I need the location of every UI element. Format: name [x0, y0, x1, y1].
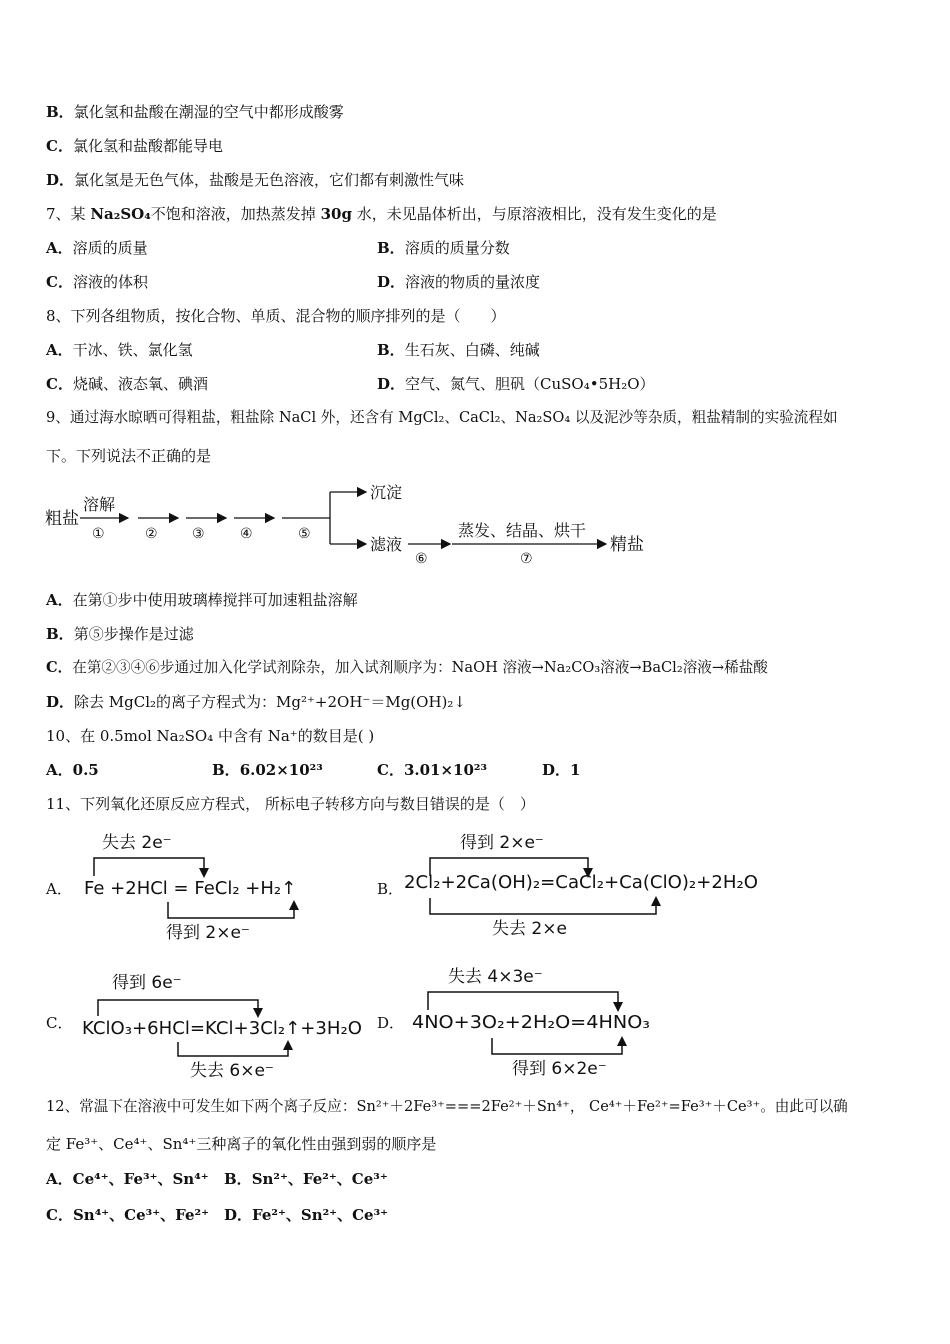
- q6-option-b: B．氯化氢和盐酸在潮湿的空气中都形成酸雾: [46, 103, 344, 121]
- d-bottom-arrowhead: [617, 1036, 627, 1046]
- flow-start-label: 粗盐: [45, 509, 79, 529]
- q12-option-a: A．Ce⁴⁺、Fe³⁺、Sn⁴⁺: [46, 1170, 209, 1188]
- q10-option-b: B．6.02×10²³: [212, 761, 323, 779]
- q11-option-d-label: D．: [377, 1014, 405, 1032]
- q11-option-c-label: C．: [46, 1014, 73, 1032]
- b-equation: 2Cl₂+2Ca(OH)₂=CaCl₂+Ca(ClO)₂+2H₂O: [404, 872, 758, 893]
- q10-stem: 10、在 0.5mol Na₂SO₄ 中含有 Na⁺的数目是( ): [46, 727, 375, 745]
- q9-option-c: C．在第②③④⑥步通过加入化学试剂除杂，加入试剂顺序为：NaOH 溶液→Na₂CO₃溶液→BaCl₂溶液→稀盐酸: [46, 659, 768, 676]
- b-top-label: 得到 2×e⁻: [460, 833, 544, 853]
- flow-step-6: ⑥: [415, 551, 428, 567]
- c-bottom-label: 失去 6×e⁻: [190, 1061, 274, 1081]
- q11-option-b-diagram: [400, 826, 780, 944]
- c-equation: KClO₃+6HCl=KCl+3Cl₂↑+3H₂O: [82, 1018, 362, 1039]
- flow-precipitate-label: 沉淀: [370, 483, 403, 502]
- q12-stem-line1: 12、常温下在溶液中可发生如下两个离子反应：Sn²⁺＋2Fe³⁺===2Fe²⁺＋Sn⁴⁺， Ce⁴⁺＋Fe²⁺=Fe³⁺＋Ce³⁺。由此可以确: [46, 1098, 848, 1115]
- flow-step-2: ②: [145, 526, 158, 542]
- flow-final-step-label: 蒸发、结晶、烘干: [458, 521, 587, 540]
- d-top-label: 失去 4×3e⁻: [448, 967, 543, 987]
- q6-option-d: D．氯化氢是无色气体，盐酸是无色溶液，它们都有刺激性气味: [46, 171, 465, 189]
- c-top-bracket: [98, 1000, 258, 1016]
- d-top-bracket: [428, 992, 618, 1010]
- c-top-label: 得到 6e⁻: [112, 973, 182, 993]
- a-top-bracket: [94, 858, 204, 876]
- q8-option-d: D．空气、氮气、胆矾（CuSO₄•5H₂O）: [377, 375, 655, 393]
- q9-stem-line1: 9、通过海水晾晒可得粗盐，粗盐除 NaCl 外，还含有 MgCl₂、CaCl₂、Na₂SO₄ 以及泥沙等杂质，粗盐精制的实验流程如: [46, 409, 838, 426]
- q11-option-a-label: A．: [46, 880, 72, 898]
- q12-option-c: C．Sn⁴⁺、Ce³⁺、Fe²⁺: [46, 1206, 210, 1224]
- q10-option-a: A．0.5: [46, 761, 99, 779]
- flow-dissolve-label: 溶解: [83, 495, 116, 514]
- q7-option-a: A．溶质的质量: [46, 239, 148, 257]
- q8-stem: 8、下列各组物质，按化合物、单质、混合物的顺序排列的是（ ）: [46, 307, 506, 325]
- q9-stem-line2: 下。下列说法不正确的是: [46, 447, 212, 465]
- q7-option-b: B．溶质的质量分数: [377, 239, 510, 257]
- flow-step-5: ⑤: [298, 526, 311, 542]
- d-top-arrowhead: [613, 1002, 623, 1012]
- d-bottom-label: 得到 6×2e⁻: [512, 1059, 607, 1079]
- flow-step-4: ④: [240, 526, 253, 542]
- q12-stem-line2: 定 Fe³⁺、Ce⁴⁺、Sn⁴⁺三种离子的氧化性由强到弱的顺序是: [46, 1135, 437, 1153]
- q10-option-d: D．1: [542, 761, 581, 779]
- q11-option-a-diagram: [80, 826, 340, 944]
- q7-stem: 7、某 Na₂SO₄不饱和溶液，加热蒸发掉 30g 水，未见晶体析出，与原溶液相比，没有发生变化的是: [46, 205, 717, 223]
- a-bottom-label: 得到 2×e⁻: [166, 923, 250, 943]
- q9-option-d: D．除去 MgCl₂的离子方程式为：Mg²⁺+2OH⁻＝Mg(OH)₂↓: [46, 693, 466, 711]
- b-bottom-bracket: [430, 898, 656, 914]
- q10-option-c: C．3.01×10²³: [377, 761, 488, 779]
- c-bottom-bracket: [178, 1042, 288, 1056]
- q11-option-b-label: B．: [377, 880, 404, 898]
- flow-step-7: ⑦: [520, 551, 533, 567]
- d-bottom-bracket: [492, 1038, 622, 1054]
- a-top-label: 失去 2e⁻: [102, 833, 172, 853]
- q11-stem: 11、下列氧化还原反应方程式， 所标电子转移方向与数目错误的是（ ）: [46, 795, 535, 813]
- q8-option-c: C．烧碱、液态氧、碘酒: [46, 375, 208, 393]
- q6-option-c: C．氯化氢和盐酸都能导电: [46, 137, 223, 155]
- q9-flow-diagram: [40, 478, 660, 568]
- q12-option-b: B．Sn²⁺、Fe²⁺、Ce³⁺: [224, 1170, 388, 1188]
- q11-option-d-diagram: [408, 958, 668, 1084]
- q8-option-b: B．生石灰、白磷、纯碱: [377, 341, 540, 359]
- flow-step-1: ①: [92, 526, 105, 542]
- q8-option-a: A．干冰、铁、氯化氢: [46, 341, 193, 359]
- q11-option-c-diagram: [78, 966, 378, 1084]
- a-bottom-bracket: [168, 902, 294, 918]
- b-bottom-arrowhead: [651, 896, 661, 906]
- q9-option-b: B．第⑤步操作是过滤: [46, 625, 194, 643]
- c-top-arrowhead: [253, 1008, 263, 1018]
- q9-option-a: A．在第①步中使用玻璃棒搅拌可加速粗盐溶解: [46, 591, 358, 609]
- flow-product-label: 精盐: [610, 535, 644, 555]
- q12-option-d: D．Fe²⁺、Sn²⁺、Ce³⁺: [224, 1206, 389, 1224]
- q7-option-d: D．溶液的物质的量浓度: [377, 273, 541, 291]
- b-bottom-label: 失去 2×e: [492, 919, 567, 939]
- flow-step-3: ③: [192, 526, 205, 542]
- flow-filtrate-label: 滤液: [370, 535, 403, 554]
- c-bottom-arrowhead: [283, 1040, 293, 1050]
- a-bottom-arrowhead: [289, 900, 299, 910]
- q7-option-c: C．溶液的体积: [46, 273, 148, 291]
- a-top-arrowhead: [199, 868, 209, 878]
- d-equation: 4NO+3O₂+2H₂O=4HNO₃: [412, 1012, 650, 1033]
- a-equation: Fe +2HCl = FeCl₂ +H₂↑: [84, 878, 297, 899]
